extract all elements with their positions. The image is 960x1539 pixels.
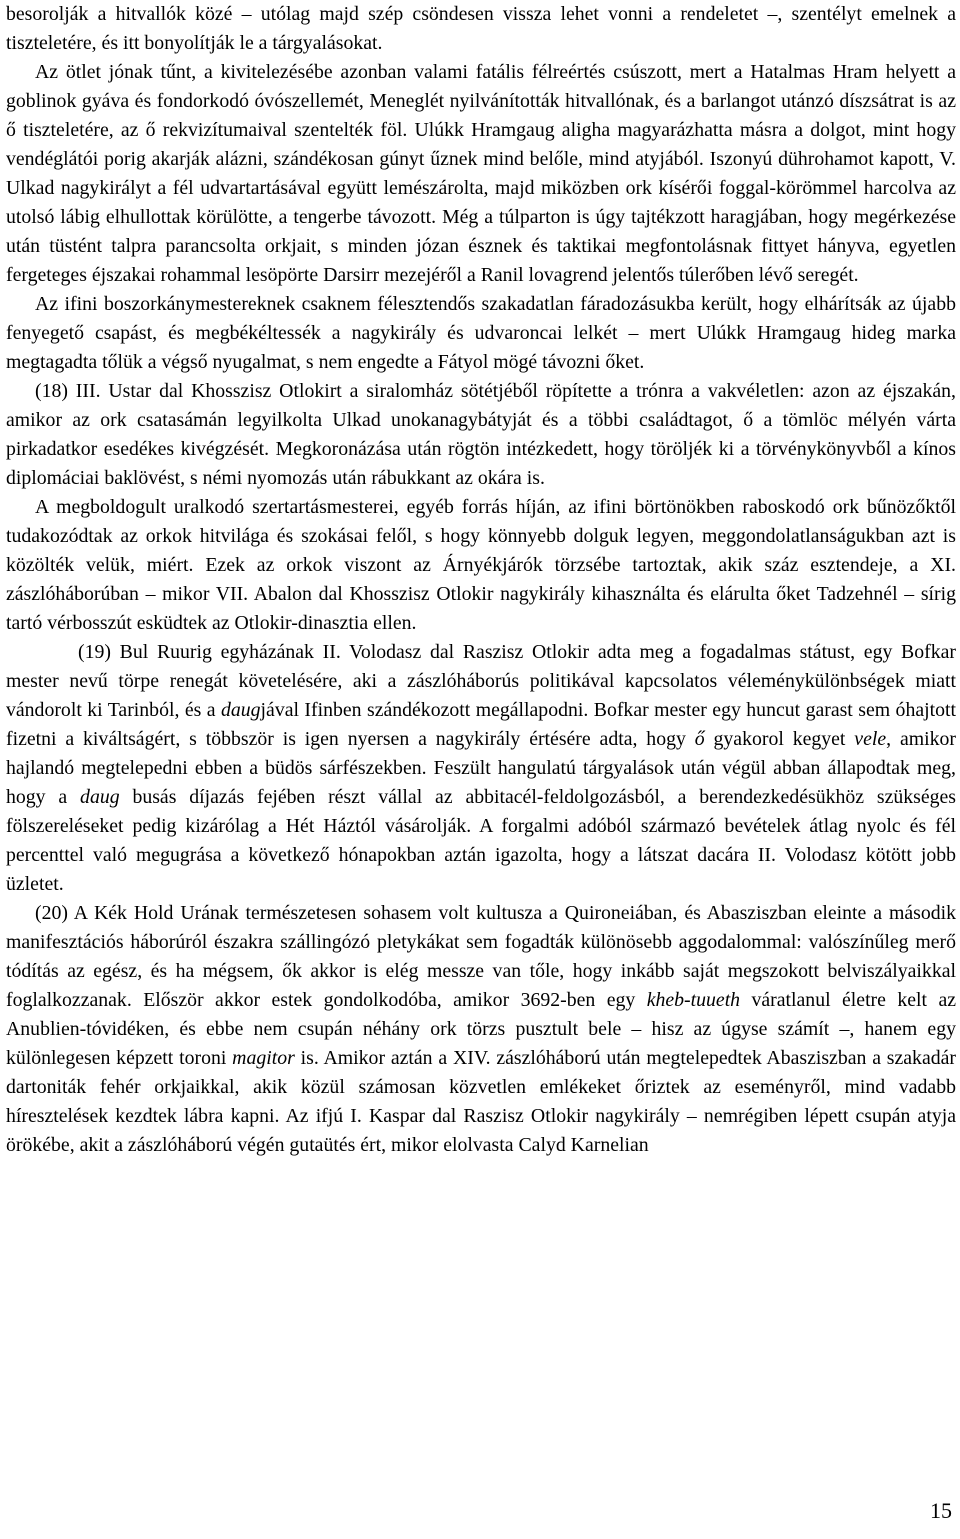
text-segment: Az ötlet jónak tűnt, a kivitelezésébe azonban valami fatális félreértés csúszott, mert a Hatalmas Hram helyett a goblinok gyáva és fondorkodó óvószellemét, Meneglét nyilvánították hitvallónak, és a barlangot utánzó díszsátrat is az ő tiszteletére, az ő rekvizítumaival szentelték föl. Ulúkk Hramgaug aligha magyarázhatta másra a dolgot, mint hogy vendéglátói porig akarják alázni, szándékosan gúnyt űznek mind belőle, mind atyjából. Iszonyú dührohamot kapott, V. Ulkad nagykirályt a fél udvartartásával együtt lemészárolta, majd miközben ork kísérői foggal-körömmel harcolva az utolsó lábig elhullottak körülötte, a tengerbe távozott. Még a túlparton is úgy tajtékzott haragjában, hogy megérkezése után tüstént talpra parancsolta orkjait, s minden józan észnek és taktikai megfontolásnak fittyet hányva, egyetlen fergeteges éjszakai rohammal lesöpörte Darsirr mezejéről a Ranil lovagrend jelentős túlerőben lévő seregét.: [6, 61, 956, 286]
text-segment: besorolják a hitvallók közé – utólag majd szép csöndesen vissza lehet vonni a rendeletet –, szentélyt emelnek a tiszteletére, és itt bonyolítják le a tárgyalásokat.: [6, 3, 956, 54]
paragraph-continuation: [6, 0, 956, 58]
paragraph-boszorkanymesterek: [6, 290, 956, 377]
paragraph-ulukk-hramgaug: [6, 58, 956, 290]
paragraph-note-19: [6, 638, 956, 899]
paragraph-szertartasmesterek: [6, 493, 956, 638]
text-segment: , amikor hajlandó megtelepedni ebben a büdös sárfészekben. Feszült hangulatú tárgyalások után végül abban állapodtak meg, hogy a: [6, 728, 956, 808]
page-number: 15: [930, 1498, 952, 1523]
text-segment: busás díjazás fejében részt vállal az abbitacél-feldolgozásból, a berendezkedésükhöz szükséges fölszereléseket pedig kizárólag a Hét Háztól vásárolják. A forgalmi adóból származó bevételek átlag nyolc és fél percenttel való megugrása a következő hónapokban aztán igazolta, hogy a látszat dacára II. Volodasz kötött jobb üzletet.: [6, 786, 957, 895]
italic-term: kheb-tuueth: [646, 989, 741, 1011]
text-segment: A megboldogult uralkodó szertartásmesterei, egyéb forrás híján, az ifini börtönökben raboskodó ork bűnözőktől tudakozódtak az orkok hitvilága és szokásai felől, s hogy könnyebb dolguk legyen, meggondolatlanságukban azt is közölték velük, miért. Ezek az orkok viszont az Árnyékjárók törzsébe tartoztak, akik száz esztendeje, a XI. zászlóháborúban – mikor VII. Abalon dal Khosszisz Otlokir nagykirály kihasználta és elárulta őket Tadzehnél – sírig tartó vérbosszút esküdtek az Otlokir-dinasztia ellen.: [6, 496, 956, 634]
italic-term: ő: [694, 728, 705, 750]
italic-term: magitor: [232, 1047, 295, 1069]
italic-term: vele: [854, 728, 887, 750]
text-segment: (19) Bul Ruurig egyházának II. Volodasz dal Raszisz Otlokir adta meg a fogadalmas státust, egy Bofkar mester nevű törpe renegát követelésére, aki a zászlóháborús politikával kapcsolatos véleménykülönbségek miatt vándorolt ki Tarinból, és a: [6, 641, 956, 721]
italic-term: daug: [80, 786, 120, 808]
text-segment: (18) III. Ustar dal Khosszisz Otlokirt a siralomház sötétjéből röpítette a trónra a vakvéletlen: azon az éjszakán, amikor az ork csatasámán legyilkolta Ulkad unokanagybátyját és a többi családtagot, ő a tömlöc mélyén várta pirkadatkor esedékes kivégzését. Megkoronázása után rögtön intézkedett, hogy töröljék ki a törvénykönyvből a kínos diplomáciai baklövést, s némi nyomozás után rábukkant az okára is.: [6, 380, 956, 489]
text-segment: is. Amikor aztán a XIV. zászlóháború után megtelepedtek Abasziszban a szakadár dartoniták fehér orkjaikkal, akik közül számosan közvetlen emlékeket őriztek az eseményről, mind vadabb híresztelések kezdtek lábra kapni. Az ifjú I. Kaspar dal Raszisz Otlokir nagykirály – nemrégiben lépett csupán atyja örökébe, akit a zászlóháború végén gutaütés ért, mikor elolvasta Calyd Karnelian: [6, 1047, 956, 1156]
text-segment: (20) A Kék Hold Urának természetesen sohasem volt kultusza a Quironeiában, és Abasziszban eleinte a második manifesztációs háborúról északra szállingózó pletykákat sem fogadták különösebb aggodalommal: valószínűleg merő tódítás az egész, és ha mégsem, ők akkor is elég messze van tőle, hogy inkább saját megszokott belviszályaikkal foglalkozzanak. Először akkor estek gondolkodóba, amikor 3692-ben egy: [6, 902, 956, 1011]
document-page: [6, 0, 956, 1160]
paragraph-note-18: [6, 377, 956, 493]
text-segment: váratlanul életre kelt az Anublien-tóvidéken, és ebbe nem csupán néhány ork törzs pusztult bele – hisz az úgyse számít –, hanem egy különlegesen képzett toroni: [6, 989, 956, 1069]
text-segment: gyakorol kegyet: [704, 728, 855, 750]
paragraph-note-20: [6, 899, 956, 1160]
text-segment: jával Ifinben szándékozott megállapodni. Bofkar mester egy huncut garast sem óhajtott fizetni a kiváltságért, s többször is igen nyersen a nagykirály értésére adta, hogy: [6, 699, 956, 750]
italic-term: daug: [220, 699, 261, 721]
text-segment: Az ifini boszorkánymestereknek csaknem félesztendős szakadatlan fáradozásukba került, hogy elhárítsák az újabb fenyegető csapást, és megbékéltessék a nagykirály és udvaroncai lelkét – mert Ulúkk Hramgaug hideg marka megtagadta tőlük a végső nyugalmat, s nem engedte a Fátyol mögé távozni őket.: [6, 293, 956, 373]
